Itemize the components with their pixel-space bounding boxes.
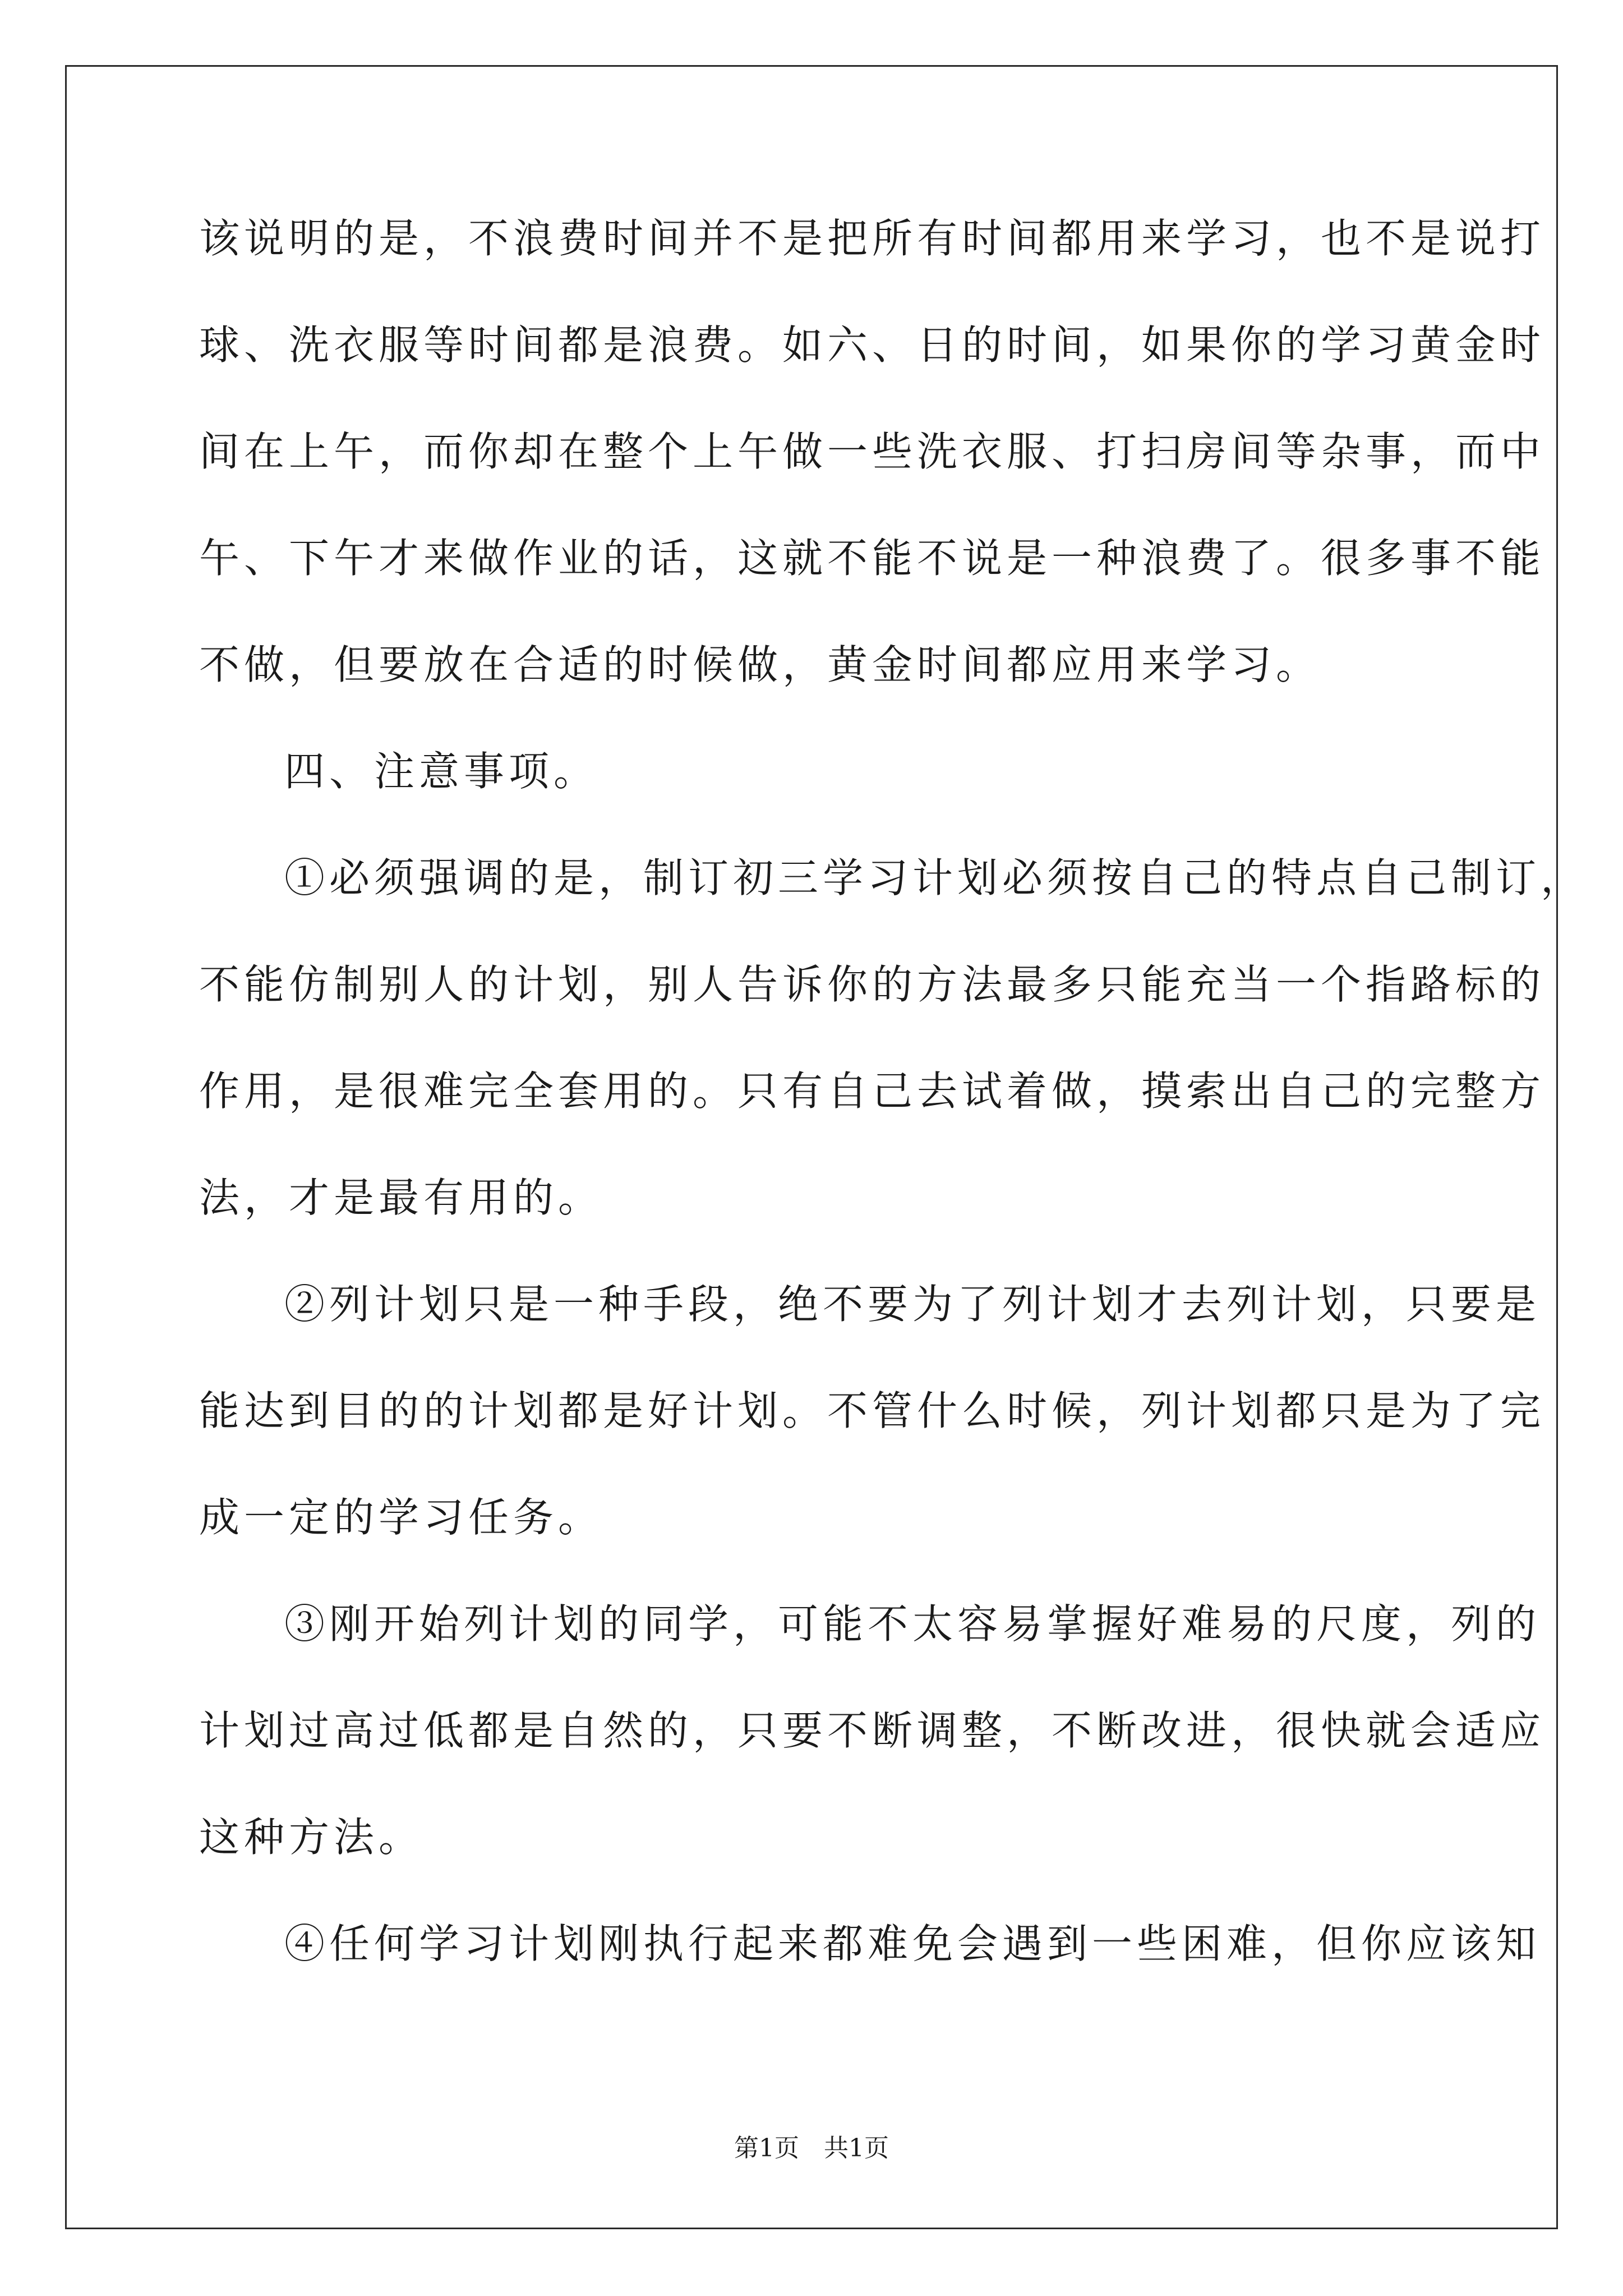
- text-line: 间在上午，而你却在整个上午做一些洗衣服、打扫房间等杂事，而中: [199, 428, 1546, 475]
- text-line: 法，才是最有用的。: [199, 1174, 603, 1221]
- document-body: [199, 213, 1586, 2025]
- text-line: 午、下午才来做作业的话，这就不能不说是一种浪费了。很多事不能: [199, 535, 1546, 582]
- page-number-total: 共1页: [824, 2134, 889, 2162]
- section-heading: 四、注意事项。: [284, 748, 599, 795]
- text-line: 不能仿制别人的计划，别人告诉你的方法最多只能充当一个指路标的: [199, 961, 1546, 1008]
- text-line: 计划过高过低都是自然的，只要不断调整，不断改进，很快就会适应: [199, 1707, 1546, 1754]
- text-line: ①必须强调的是，制订初三学习计划必须按自己的特点自己制订，: [284, 854, 1586, 901]
- text-line: ④任何学习计划刚执行起来都难免会遇到一些困难，但你应该知: [284, 1920, 1541, 1967]
- text-line: 能达到目的的计划都是好计划。不管什么时候，列计划都只是为了完: [199, 1387, 1546, 1434]
- text-line: ③刚开始列计划的同学，可能不太容易掌握好难易的尺度，列的: [284, 1600, 1541, 1648]
- text-line: ②列计划只是一种手段，绝不要为了列计划才去列计划，只要是: [284, 1281, 1541, 1328]
- page-footer: [0, 2132, 1623, 2165]
- text-line: 该说明的是，不浪费时间并不是把所有时间都用来学习，也不是说打: [199, 215, 1546, 262]
- page-number-current: 第1页: [734, 2134, 799, 2162]
- text-line: 这种方法。: [199, 1814, 424, 1861]
- text-line: 不做，但要放在合适的时候做，黄金时间都应用来学习。: [199, 641, 1321, 688]
- text-line: 作用，是很难完全套用的。只有自己去试着做，摸索出自己的完整方: [199, 1068, 1546, 1115]
- text-line: 成一定的学习任务。: [199, 1494, 603, 1541]
- text-line: 球、洗衣服等时间都是浪费。如六、日的时间，如果你的学习黄金时: [199, 321, 1546, 369]
